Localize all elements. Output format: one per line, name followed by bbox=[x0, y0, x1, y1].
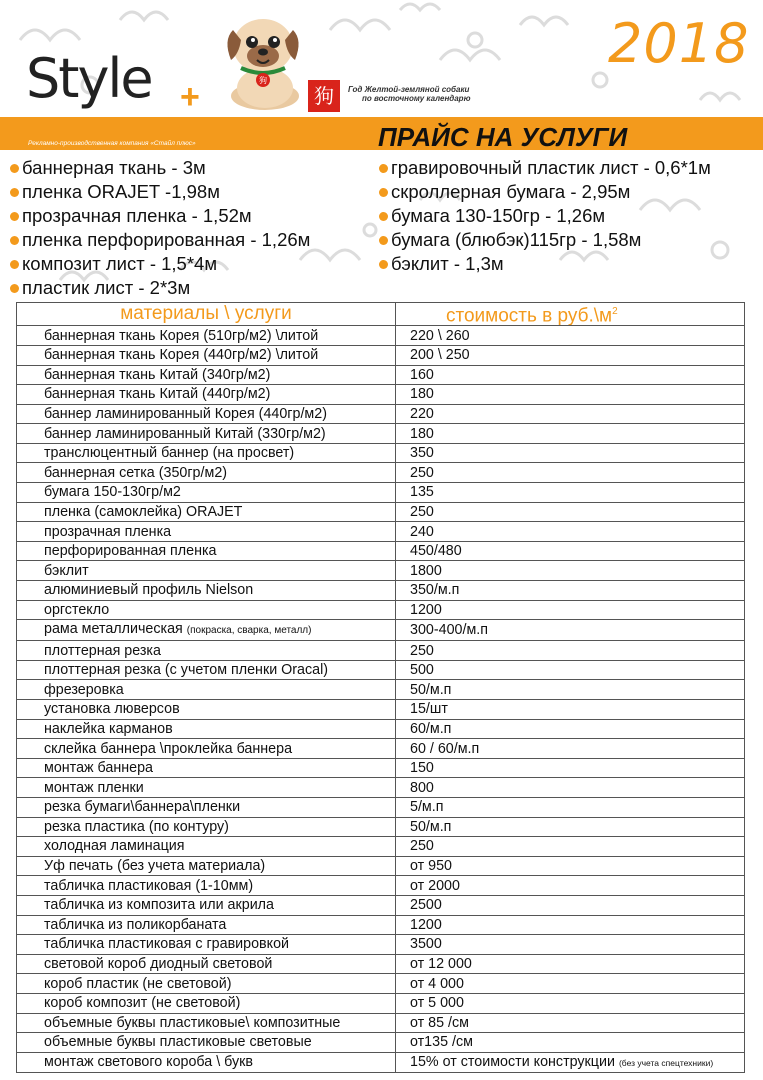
table-row bbox=[17, 660, 745, 680]
price-cell bbox=[396, 758, 745, 778]
table-row bbox=[17, 700, 745, 720]
service-name-cell bbox=[17, 778, 396, 798]
service-name: баннерная ткань Китай (440гр/м2) bbox=[44, 386, 271, 403]
price-cell bbox=[396, 680, 745, 700]
slogan-line-2: по восточному календарю bbox=[362, 94, 471, 103]
column-header-materials bbox=[17, 303, 396, 326]
price-cell bbox=[396, 1013, 745, 1033]
service-name: монтаж баннера bbox=[44, 760, 154, 777]
service-name-cell bbox=[17, 404, 396, 424]
price-cell bbox=[396, 502, 745, 522]
price-cell bbox=[396, 719, 745, 739]
service-name-cell bbox=[17, 522, 396, 542]
column-header-cost-sup: 2 bbox=[612, 306, 618, 317]
price-value: 1800 bbox=[410, 562, 442, 579]
service-name: бэклит bbox=[44, 562, 89, 579]
service-name-cell bbox=[17, 1013, 396, 1033]
bullet-dot-icon bbox=[379, 212, 388, 221]
service-name: объемные буквы пластиковые световые bbox=[44, 1034, 312, 1051]
price-cell bbox=[396, 365, 745, 385]
price-value: 450/480 bbox=[410, 543, 462, 560]
logo-text: Style bbox=[26, 47, 152, 110]
price-value: 3500 bbox=[410, 936, 442, 953]
roll-width-item bbox=[379, 204, 711, 228]
table-row bbox=[17, 856, 745, 876]
price-cell bbox=[396, 778, 745, 798]
price-cell bbox=[396, 483, 745, 503]
price-cell bbox=[396, 797, 745, 817]
service-name-cell bbox=[17, 817, 396, 837]
roll-width-text: пленка перфорированная - 1,26м bbox=[22, 229, 311, 250]
service-name: табличка из поликорбаната bbox=[44, 916, 227, 933]
price-cell bbox=[396, 739, 745, 759]
service-name: оргстекло bbox=[44, 601, 110, 618]
service-name: перфорированная пленка bbox=[44, 543, 217, 560]
service-name: табличка пластиковая с гравировкой bbox=[44, 936, 290, 953]
service-name: короб композит (не световой) bbox=[44, 995, 241, 1012]
price-value: от 5 000 bbox=[410, 995, 464, 1012]
price-cell bbox=[396, 817, 745, 837]
table-row bbox=[17, 719, 745, 739]
price-value: 250 bbox=[410, 642, 434, 659]
price-value: 250 bbox=[410, 838, 434, 855]
price-value: 1200 bbox=[410, 916, 442, 933]
price-value: 15/шт bbox=[410, 701, 448, 718]
bullet-dot-icon bbox=[10, 164, 19, 173]
service-name: бумага 150-130гр/м2 bbox=[44, 484, 181, 501]
bullet-dot-icon bbox=[10, 284, 19, 293]
table-row bbox=[17, 739, 745, 759]
price-cell bbox=[396, 600, 745, 620]
price-cell bbox=[396, 700, 745, 720]
service-name: объемные буквы пластиковые\ композитные bbox=[44, 1014, 341, 1031]
roll-width-item bbox=[379, 180, 711, 204]
page-title: ПРАЙС НА УСЛУГИ bbox=[378, 122, 628, 152]
roll-width-text: гравировочный пластик лист - 0,6*1м bbox=[391, 157, 711, 178]
price-cell bbox=[396, 581, 745, 601]
price-value: от135 /см bbox=[410, 1034, 473, 1051]
column-header-cost bbox=[396, 303, 745, 326]
bullet-dot-icon bbox=[10, 188, 19, 197]
table-row bbox=[17, 326, 745, 346]
service-name-cell bbox=[17, 837, 396, 857]
service-name-cell bbox=[17, 758, 396, 778]
price-cell bbox=[396, 404, 745, 424]
price-cell bbox=[396, 915, 745, 935]
price-cell bbox=[396, 954, 745, 974]
price-value: 5/м.п bbox=[410, 799, 444, 816]
service-name-cell bbox=[17, 915, 396, 935]
table-row bbox=[17, 463, 745, 483]
table-row bbox=[17, 620, 745, 641]
service-name-cell bbox=[17, 385, 396, 405]
service-name-cell bbox=[17, 993, 396, 1013]
bullet-dot-icon bbox=[379, 188, 388, 197]
price-cell bbox=[396, 856, 745, 876]
service-name-cell bbox=[17, 502, 396, 522]
table-row bbox=[17, 502, 745, 522]
service-name-cell bbox=[17, 600, 396, 620]
price-cell bbox=[396, 935, 745, 955]
table-row bbox=[17, 915, 745, 935]
price-cell bbox=[396, 326, 745, 346]
roll-width-item bbox=[10, 180, 310, 204]
roll-width-text: бэклит - 1,3м bbox=[391, 253, 504, 274]
column-header-cost-label: стоимость в руб.\м bbox=[446, 305, 613, 326]
service-name: наклейка карманов bbox=[44, 720, 173, 737]
price-value: 800 bbox=[410, 779, 434, 796]
roll-width-item bbox=[10, 204, 310, 228]
service-name: баннерная сетка (350гр/м2) bbox=[44, 464, 228, 481]
service-name: транслюцентный баннер (на просвет) bbox=[44, 445, 295, 462]
service-name-cell bbox=[17, 719, 396, 739]
table-row bbox=[17, 876, 745, 896]
price-cell bbox=[396, 660, 745, 680]
service-name: пленка (самоклейка) ORAJET bbox=[44, 503, 243, 520]
service-name-cell bbox=[17, 895, 396, 915]
price-value: 60/м.п bbox=[410, 720, 452, 737]
price-cell bbox=[396, 876, 745, 896]
roll-width-text: пленка ORAJET -1,98м bbox=[22, 181, 220, 202]
service-name: табличка из композита или акрила bbox=[44, 897, 274, 914]
dog-mascot-icon bbox=[215, 8, 311, 112]
roll-widths-right-column bbox=[379, 156, 711, 276]
bullet-dot-icon bbox=[379, 236, 388, 245]
service-name: короб пластик (не световой) bbox=[44, 975, 232, 992]
service-name-cell bbox=[17, 797, 396, 817]
service-name-cell bbox=[17, 935, 396, 955]
chinese-glyph-seal: 狗 bbox=[308, 80, 340, 112]
price-value: 1200 bbox=[410, 601, 442, 618]
service-name: монтаж светового короба \ букв bbox=[44, 1054, 254, 1071]
table-row bbox=[17, 581, 745, 601]
service-name-cell bbox=[17, 876, 396, 896]
service-name: баннер ламинированный Корея (440гр/м2) bbox=[44, 406, 327, 422]
table-row bbox=[17, 443, 745, 463]
service-name-cell bbox=[17, 326, 396, 346]
service-name: холодная ламинация bbox=[44, 838, 185, 855]
price-cell bbox=[396, 1052, 745, 1072]
roll-width-text: бумага (блюбэк)115гр - 1,58м bbox=[391, 229, 642, 250]
table-row bbox=[17, 541, 745, 561]
roll-width-item bbox=[10, 276, 310, 300]
service-name: установка люверсов bbox=[44, 701, 180, 718]
table-row bbox=[17, 817, 745, 837]
roll-width-text: бумага 130-150гр - 1,26м bbox=[391, 205, 606, 226]
price-value: 2500 bbox=[410, 897, 442, 914]
slogan-line-1: Год Желтой-земляной собаки bbox=[348, 85, 470, 94]
roll-width-item bbox=[10, 228, 310, 252]
bullet-dot-icon bbox=[10, 260, 19, 269]
table-row bbox=[17, 993, 745, 1013]
company-logo bbox=[26, 47, 152, 110]
price-cell bbox=[396, 385, 745, 405]
service-name: склейка баннера \проклейка баннера bbox=[44, 740, 293, 757]
service-name-cell bbox=[17, 641, 396, 661]
roll-width-text: прозрачная пленка - 1,52м bbox=[22, 205, 252, 226]
price-cell bbox=[396, 993, 745, 1013]
price-table bbox=[16, 302, 745, 1073]
service-name-cell bbox=[17, 680, 396, 700]
year-label: 2018 bbox=[608, 12, 750, 75]
service-name: баннерная ткань Китай (340гр/м2) bbox=[44, 366, 271, 383]
price-value: 220 bbox=[410, 406, 434, 422]
bullet-dot-icon bbox=[379, 260, 388, 269]
price-value: 180 bbox=[410, 425, 434, 442]
price-value-note: (без учета спецтехники) bbox=[618, 1057, 714, 1068]
price-value: 250 bbox=[410, 503, 434, 520]
service-name-cell bbox=[17, 700, 396, 720]
price-value: 300-400/м.п bbox=[410, 622, 488, 639]
table-row bbox=[17, 1013, 745, 1033]
dog-tag-glyph: 狗 bbox=[259, 76, 267, 85]
service-name-cell bbox=[17, 620, 396, 641]
service-name-cell bbox=[17, 856, 396, 876]
service-name: фрезеровка bbox=[44, 681, 124, 698]
service-name: баннер ламинированный Китай (330гр/м2) bbox=[44, 425, 326, 442]
price-cell bbox=[396, 1033, 745, 1053]
price-value: 150 bbox=[410, 760, 434, 777]
service-name: баннерная ткань Корея (440гр/м2) \литой bbox=[44, 347, 319, 364]
service-name-cell bbox=[17, 581, 396, 601]
price-value: от 85 /см bbox=[410, 1014, 469, 1031]
price-value: 200 \ 250 bbox=[410, 347, 470, 364]
service-name-cell bbox=[17, 424, 396, 444]
table-row bbox=[17, 600, 745, 620]
logo-plus-sign: + bbox=[180, 78, 200, 116]
service-name-cell bbox=[17, 660, 396, 680]
service-name-cell bbox=[17, 463, 396, 483]
roll-width-item bbox=[379, 156, 711, 180]
roll-widths-left-column bbox=[10, 156, 310, 300]
price-value: от 12 000 bbox=[410, 956, 472, 973]
service-name: плоттерная резка (с учетом пленки Oracal) bbox=[44, 662, 329, 679]
service-name: резка пластика (по контуру) bbox=[44, 818, 229, 835]
service-name-cell bbox=[17, 739, 396, 759]
table-row bbox=[17, 954, 745, 974]
service-name-cell bbox=[17, 443, 396, 463]
service-name: монтаж пленки bbox=[44, 779, 144, 796]
service-name: табличка пластиковая (1-10мм) bbox=[44, 877, 254, 894]
table-row bbox=[17, 522, 745, 542]
roll-width-item bbox=[10, 156, 310, 180]
price-cell bbox=[396, 443, 745, 463]
service-name: плоттерная резка bbox=[44, 642, 161, 659]
service-name-note: (покраска, сварка, металл) bbox=[186, 625, 312, 637]
price-cell bbox=[396, 424, 745, 444]
table-row bbox=[17, 404, 745, 424]
bullet-dot-icon bbox=[379, 164, 388, 173]
service-name: рама металлическая bbox=[44, 621, 183, 638]
roll-width-text: пластик лист - 2*3м bbox=[22, 277, 191, 298]
table-row bbox=[17, 758, 745, 778]
table-row bbox=[17, 385, 745, 405]
table-row bbox=[17, 778, 745, 798]
price-cell bbox=[396, 620, 745, 641]
price-cell bbox=[396, 522, 745, 542]
service-name: световой короб диодный световой bbox=[44, 956, 273, 973]
service-name: алюминиевый профиль Nielson bbox=[44, 582, 254, 599]
price-value: 500 bbox=[410, 662, 434, 679]
price-cell bbox=[396, 641, 745, 661]
roll-width-text: баннерная ткань - 3м bbox=[22, 157, 206, 178]
roll-width-item bbox=[379, 252, 711, 276]
price-value: 350/м.п bbox=[410, 582, 460, 599]
table-row bbox=[17, 974, 745, 994]
price-value: 15% от стоимости конструкции bbox=[410, 1053, 615, 1070]
table-row bbox=[17, 1033, 745, 1053]
price-cell bbox=[396, 837, 745, 857]
service-name: Уф печать (без учета материала) bbox=[44, 858, 266, 875]
service-name: резка бумаги\баннера\пленки bbox=[44, 799, 241, 816]
price-value: 50/м.п bbox=[410, 818, 452, 835]
year-slogan bbox=[348, 85, 478, 103]
table-row bbox=[17, 797, 745, 817]
roll-width-text: композит лист - 1,5*4м bbox=[22, 253, 218, 274]
table-row bbox=[17, 641, 745, 661]
service-name: прозрачная пленка bbox=[44, 523, 172, 540]
service-name: баннерная ткань Корея (510гр/м2) \литой bbox=[44, 327, 319, 344]
price-cell bbox=[396, 541, 745, 561]
price-value: 135 bbox=[410, 484, 434, 501]
table-row bbox=[17, 1052, 745, 1072]
table-row bbox=[17, 935, 745, 955]
price-cell bbox=[396, 895, 745, 915]
table-row bbox=[17, 837, 745, 857]
column-header-materials-label: материалы \ услуги bbox=[120, 303, 292, 325]
service-name-cell bbox=[17, 1033, 396, 1053]
price-value: от 950 bbox=[410, 858, 453, 875]
roll-width-item bbox=[379, 228, 711, 252]
service-name-cell bbox=[17, 345, 396, 365]
table-row bbox=[17, 345, 745, 365]
price-value: 50/м.п bbox=[410, 681, 452, 698]
table-row bbox=[17, 483, 745, 503]
price-value: 350 bbox=[410, 445, 434, 462]
price-value: 160 bbox=[410, 366, 434, 383]
price-cell bbox=[396, 463, 745, 483]
price-value: от 2000 bbox=[410, 877, 460, 894]
price-value: 250 bbox=[410, 464, 434, 481]
price-value: от 4 000 bbox=[410, 975, 464, 992]
price-cell bbox=[396, 345, 745, 365]
service-name-cell bbox=[17, 561, 396, 581]
table-row bbox=[17, 895, 745, 915]
roll-width-item bbox=[10, 252, 310, 276]
service-name-cell bbox=[17, 365, 396, 385]
table-row bbox=[17, 424, 745, 444]
service-name-cell bbox=[17, 974, 396, 994]
price-value: 220 \ 260 bbox=[410, 327, 470, 344]
bullet-dot-icon bbox=[10, 212, 19, 221]
price-value: 60 / 60/м.п bbox=[410, 740, 480, 757]
price-value: 240 bbox=[410, 523, 434, 540]
service-name-cell bbox=[17, 1052, 396, 1072]
service-name-cell bbox=[17, 483, 396, 503]
table-row bbox=[17, 365, 745, 385]
price-value: 180 bbox=[410, 386, 434, 403]
price-cell bbox=[396, 561, 745, 581]
price-cell bbox=[396, 974, 745, 994]
service-name-cell bbox=[17, 541, 396, 561]
service-name-cell bbox=[17, 954, 396, 974]
company-note: Рекламно-производственная компания «Стайл плюс» bbox=[28, 140, 196, 147]
table-header-row bbox=[17, 303, 745, 326]
table-row bbox=[17, 561, 745, 581]
roll-width-text: скроллерная бумага - 2,95м bbox=[391, 181, 631, 202]
table-row bbox=[17, 680, 745, 700]
bullet-dot-icon bbox=[10, 236, 19, 245]
